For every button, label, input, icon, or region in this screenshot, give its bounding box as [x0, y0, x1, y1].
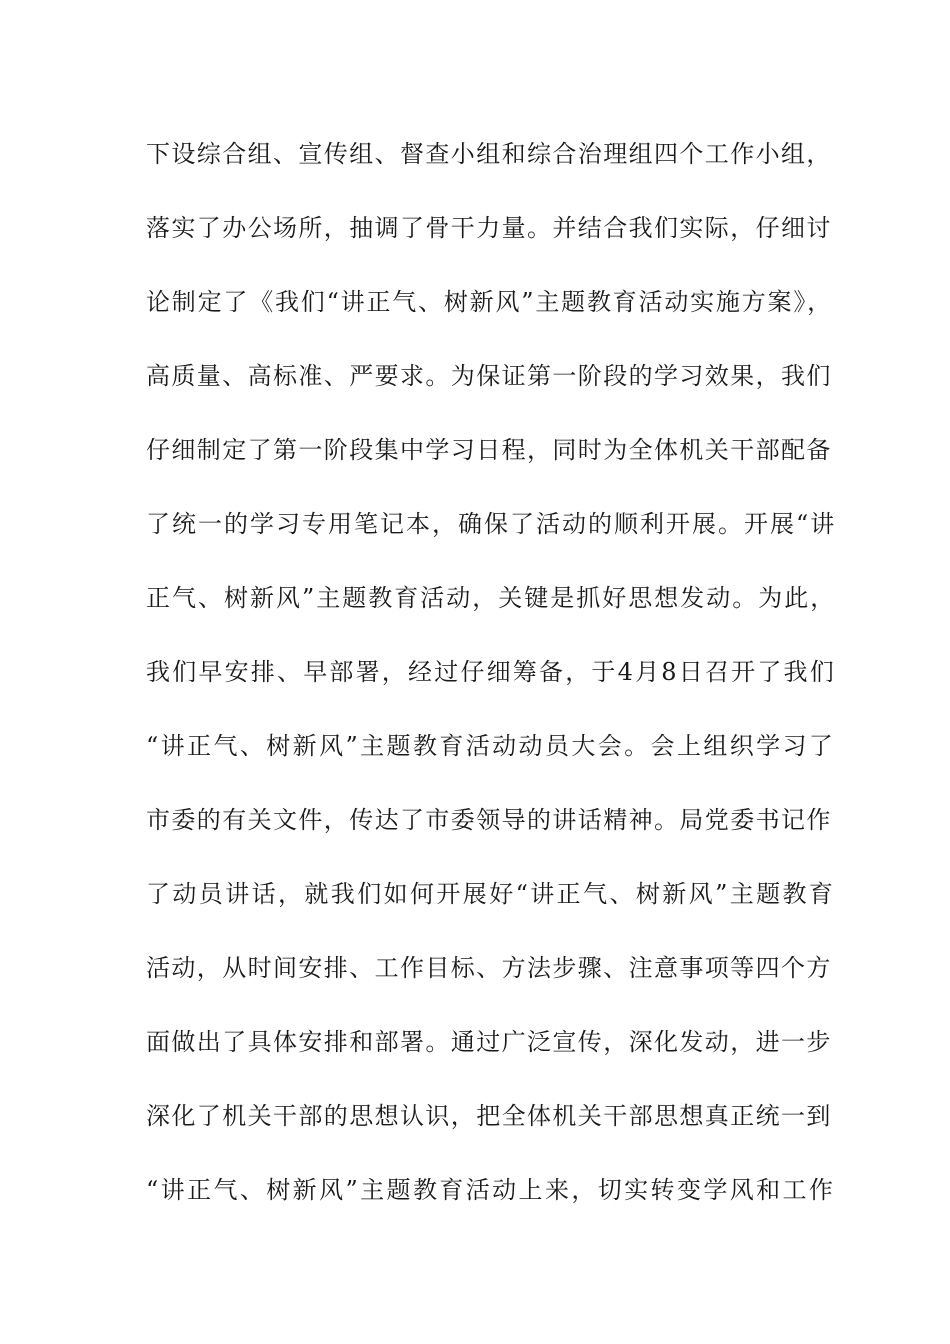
text-line: 活动，从时间安排、工作目标、方法步骤、注意事项等四个方	[146, 954, 832, 982]
text-line: 了统一的学习专用笔记本，确保了活动的顺利开展。开展“讲	[146, 510, 837, 538]
text-line: 深化了机关干部的思想认识，把全体机关干部思想真正统一到	[146, 1102, 832, 1130]
text-line: “讲正气、树新风”主题教育活动动员大会。会上组织学习了	[146, 732, 836, 760]
text-line: “讲正气、树新风”主题教育活动上来，切实转变学风和工作	[146, 1176, 836, 1204]
text-line: 正气、树新风”主题教育活动，关键是抓好思想发动。为此，	[146, 584, 837, 612]
text-line: 面做出了具体安排和部署。通过广泛宣传，深化发动，进一步	[146, 1028, 832, 1056]
text-line: 高质量、高标准、严要求。为保证第一阶段的学习效果，我们	[146, 362, 832, 390]
body-text	[146, 134, 836, 1244]
text-line: 落实了办公场所，抽调了骨干力量。并结合我们实际，仔细讨	[146, 214, 832, 242]
text-line: 我们早安排、早部署，经过仔细筹备，于4月8日召开了我们	[146, 658, 836, 686]
text-line: 论制定了《我们“讲正气、树新风”主题教育活动实施方案》，	[146, 288, 833, 316]
text-line: 下设综合组、宣传组、督查小组和综合治理组四个工作小组，	[146, 140, 832, 168]
text-line: 仔细制定了第一阶段集中学习日程，同时为全体机关干部配备	[146, 436, 832, 464]
text-line: 市委的有关文件，传达了市委领导的讲话精神。局党委书记作	[146, 806, 832, 834]
text-line: 了动员讲话，就我们如何开展好“讲正气、树新风”主题教育	[146, 880, 836, 908]
